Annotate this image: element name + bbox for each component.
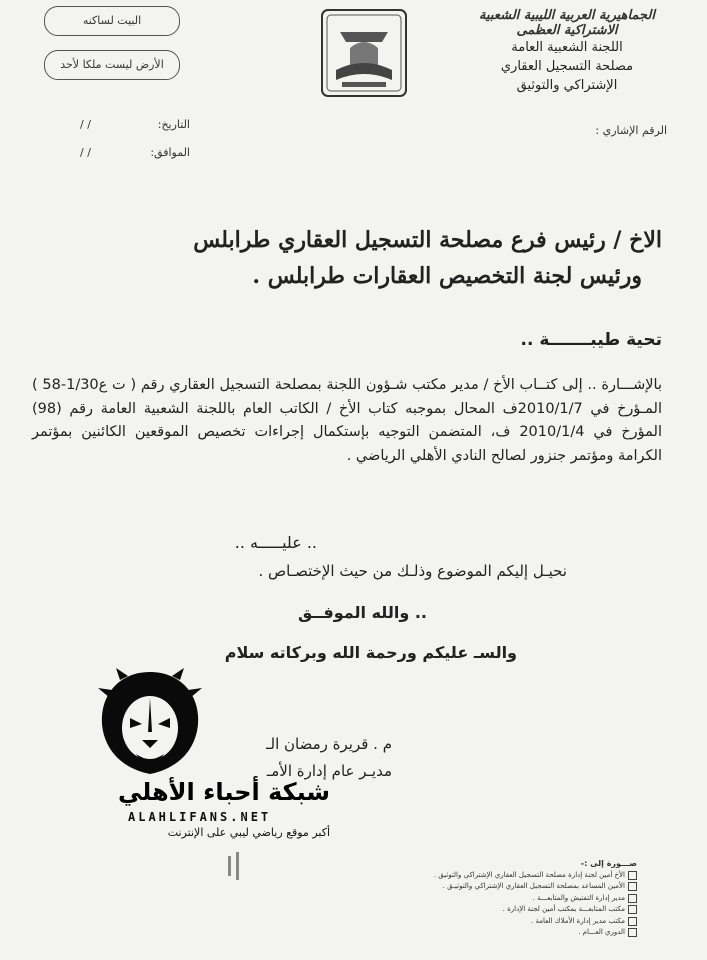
- letterhead-authority-2: الإشتراكي والتوثيق: [516, 78, 618, 93]
- addressee: [42, 222, 662, 294]
- watermark-title: شبكة أحباء الأهلي: [117, 778, 330, 806]
- corresponding-date-row: [80, 146, 190, 159]
- letterhead: [452, 8, 682, 95]
- copies-item: الأخ أمين لجنة إدارة مصلحة التسجيل العقاري الإشتراكي والتوثيق .: [367, 870, 637, 882]
- lion-logo-icon: [90, 668, 210, 778]
- body-paragraph: بالإشـــارة .. إلى كتــاب الأخ / مدير مكتب شـؤون اللجنة بمصلحة التسجيل العقاري رقم ( ت ع1/30-58 ) المـؤرخ في 2010/1/7ف المحال بموجبه كتاب الأخ / الكاتب العام باللجنة الشعبية العامة رقم (98) المؤرخ في 2010/1/4 ف، المتضمن التوجيه بإستكمال إجراءات تخصيص الموقعين الكائنين بمؤتمر الكرامة ومؤتمر جنزور لصالح النادي الأهلي الرياضي .: [32, 377, 663, 464]
- copies-item: الدوري العـــام .: [367, 927, 637, 939]
- referral-line: نحيـل إليكم الموضوع وذلـك من حيث الإختصـاص .: [258, 562, 567, 580]
- corresponding-date-value: / /: [80, 146, 91, 159]
- date-value: / /: [80, 118, 91, 131]
- closing-line-2: والسـ عليكم ورحمة الله وبركاته سلام: [224, 643, 517, 662]
- stray-mark: [228, 856, 231, 876]
- addressee-line-1: الاخ / رئيس فرع مصلحة التسجيل العقاري طرابلس: [193, 227, 662, 253]
- reference-number-label: الرقم الإشاري :: [595, 124, 667, 137]
- watermark-tagline: أكبر موقع رياضي ليبي على الإنترنت: [167, 826, 330, 839]
- addressee-line-2: ورئيس لجنة التخصيص العقارات طرابلس .: [252, 263, 642, 289]
- greeting: تحية طيبـــــــة ..: [520, 330, 662, 350]
- copies-item: مكتب مدير إدارة الأملاك العامة .: [367, 916, 637, 928]
- watermark-url: ALAHLIFANS.NET: [128, 810, 272, 824]
- copies-item: مدير إدارة التفتيش والمتابعـــة .: [367, 893, 637, 905]
- watermark: [90, 668, 330, 840]
- date-row: [80, 118, 190, 131]
- copies-heading: صـــورة إلى :-: [580, 859, 637, 868]
- signatory-title: مديـر عام إدارة الأمـ: [266, 762, 392, 780]
- letterhead-committee: اللجنة الشعبية العامة: [511, 40, 623, 55]
- copies-item: مكتب المتابعـــة بمكتب أمين لجنة الإدارة .: [367, 904, 637, 916]
- closing-line-1: .. والله الموفــق: [297, 603, 427, 622]
- letterhead-state: الجماهيرية العربية الليبية الشعبية الاشتراكية العظمى: [479, 8, 655, 38]
- stray-mark: [236, 852, 239, 880]
- letterhead-authority: مصلحة التسجيل العقاري: [500, 59, 634, 74]
- copies-item: الأمين المساعد بمصلحة التسجيل العقاري الإشتراكي والتوثيـق .: [367, 881, 637, 893]
- date-label: التاريخ:: [157, 118, 190, 131]
- corresponding-date-label: الموافق:: [150, 146, 190, 159]
- emblem-icon: [320, 8, 408, 98]
- signatory-name: م . قريرة رمضان الـ: [266, 735, 392, 753]
- slogan-home: البيت لساكنه: [44, 6, 180, 36]
- copies-list: [367, 858, 637, 939]
- therefore-line: .. عليـــــه ..: [234, 533, 317, 552]
- slogan-land: الأرض ليست ملكا لأحد: [44, 50, 180, 80]
